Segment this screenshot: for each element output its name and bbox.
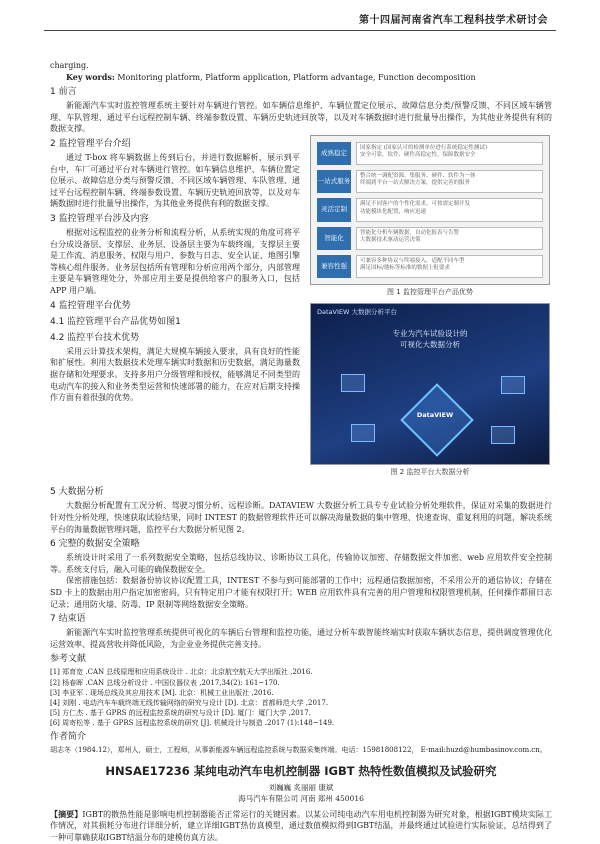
right-column xyxy=(310,135,550,483)
reference-item: [6] 周寄松等 . 基于 GPRS 远程监控系统的研究 [J]. 机械设计与制造 .2017 (1):148~149. xyxy=(50,719,335,728)
section-3-text: 根据对远程监控的业务分析和流程分析，从系统实现的角度可将平台分成设备层、支撑层、业务层、设备层主要为车载终端，支撑层主要是工作流、消息服务、权限与用户、参数与日志、安全认证、地图引擎等核心组件服务。业务层包括所有管理和分析应用两个部分，内部管理主要是车辆管理处分，外部应用主要是提供给客户的服务入口，包括 APP 用户端。 xyxy=(50,228,300,296)
figure-2-slogan-line: 可视化大数据分析 xyxy=(400,340,460,350)
figure-1-caption: 图 1 监控管理平台产品优势 xyxy=(387,288,473,297)
figure-1-row xyxy=(317,198,543,221)
abstract-label: 【摘要】 xyxy=(50,808,83,819)
section-5-title: 5 大数据分析 xyxy=(50,487,104,498)
figure-2-device-icon xyxy=(351,424,375,442)
figure-1-row xyxy=(317,142,543,165)
figure-2-device-icon xyxy=(491,426,515,444)
next-article-authors: 刘巍巍 炙丽丽 康斌 xyxy=(268,783,334,793)
page-content xyxy=(50,60,552,844)
section-1-text: 新能源汽车实时监控管理系统主要针对车辆进行管控。如车辆信息维护、车辆位置定位展示、故障信息分类/预警反馈、不同区域车辆管理、车队管理、通过平台远程控制车辆、终端参数设置、车辆历史轨迹回放等，以及对车辆数据时进行批量导出操作，为其他业务提供有利的数据支撑。 xyxy=(50,101,552,134)
two-column-block xyxy=(50,135,552,483)
section-6-text: 系统设计时采用了一系列数据安全策略，包括总线协议、诊断协议工具化，传输协议加密、存储数据文件加密、web 应用软件安全控制等。系统支付后，融入可能的确保数据安全。 xyxy=(50,553,552,574)
figure-2-caption: 图 2 监控平台大数据分析 xyxy=(390,468,470,477)
section-7-title: 7 结束语 xyxy=(50,614,86,625)
keywords-line xyxy=(50,72,552,84)
left-column xyxy=(50,135,300,483)
figure-1-row xyxy=(317,227,543,250)
header-rule xyxy=(44,30,556,31)
abstract-text: IGBT的散热性能是影响电机控制器能否正常运行的关键因素。以某公司纯电动汽车用电机控制器为研究对象，根据IGBT模块实际工作情况，对其损耗分布进行详细分析，建立详细IGBT热仿真模型，通过数值模拟得到IGBT结温，并最终通过试验进行实际验证，总结得到了一种可靠确获取IGBT结温分布的建模仿真方法。 xyxy=(50,809,552,843)
keywords-label: Key words: xyxy=(66,71,115,82)
figure-1-box xyxy=(356,255,543,278)
keywords: Monitoring platform, Platform application, Platform advantage, Function decomposition xyxy=(117,72,476,82)
figure-1-line: 国家指定 (国家认可的检测单位进行系统稳定性测试) xyxy=(360,145,488,152)
section-6-title: 6 完整的数据安全策略 xyxy=(50,539,140,550)
figure-1-box xyxy=(356,142,543,165)
section-2-title: 2 监控管理平台介绍 xyxy=(50,139,131,150)
figure-1-row xyxy=(317,170,543,193)
section-4-title: 4 监控管理平台优势 xyxy=(50,300,131,311)
next-article-title: HNSAE17236 某纯电动汽车电机控制器 IGBT 热特性数值模拟及试验研究 xyxy=(105,764,497,779)
figure-1-line: 满足不同客户的个性化需求，可按需定制开发 xyxy=(360,201,471,208)
reference-list xyxy=(50,667,552,728)
figure-1-tag: 智能化 xyxy=(317,227,351,250)
section-1-title: 1 前言 xyxy=(50,87,77,98)
reference-item: [2] 杨春晖 .CAN 总线分析设计 . 中国仪器仪表 ,2017,34(2): 161~170. xyxy=(50,678,280,687)
figure-1-line: 整合统一调配资源，集服务、硬件、软件为一体 xyxy=(360,173,476,180)
reference-item: [4] 刘刚 . 电动汽车车载终端无线传输网络的研究与设计 [D]. 北京：首都师范大学 ,2017. xyxy=(50,698,329,707)
figure-1-line: 可兼容多种协议与终端接入，适配不同车型 xyxy=(360,257,465,264)
figure-1-line: 大数据技术驱动运营决策 xyxy=(360,236,421,243)
next-article-affiliation: 海马汽车有限公司 河南 郑州 450016 xyxy=(238,794,364,803)
section-4-2-title: 4.2 监控平台技术优势 xyxy=(50,332,140,343)
figure-1-line: 智能化分析车辆数据，自动化报表与告警 xyxy=(360,229,460,236)
section-7-text: 新能源汽车实时监控管理系统提供可视化的车辆后台管理和监控功能，通过分析车载智能终端实时获取车辆状态信息，提供调度管理优化运营效率、提高营收并降低风险，为企业业务提供完善支持。 xyxy=(50,628,552,649)
figure-1-line: 安全可靠，软件、硬件高稳定性，保障数据安全 xyxy=(360,152,476,159)
section-4-1-title: 4.1 监控管理平台产品优势如图1 xyxy=(50,316,181,327)
figure-1-box xyxy=(356,227,543,250)
figure-1-box xyxy=(356,198,543,221)
figure-1-line: 满足国标/地标等标准的数据上报要求 xyxy=(360,264,450,271)
figure-2 xyxy=(310,303,550,465)
figure-2-core-label: DataVIEW xyxy=(416,411,454,420)
author-note-text: 胡志冬（1984.12），郑州人，硕士，工程师，从事新能源车辆远程监控系统与数据采集终端。电话：15981808122， E-mail:huzd@humbasinov.com.cn。 xyxy=(50,746,547,755)
section-6-text: 保密措施包括：数据备份协议协议配置工具，INTEST 不参与到可能部署的工作中；远程通信数据加密，不采用公开的通信协议；存储在 SD 卡上的数据由用户指定加密密码，只有特定用户才能有权限打开；WEB 应用软件具有完善的用户管理和权限管理机制，任何操作都留日志记录；通用防火墙、防毒、IP 限制等网络数据安全策略。 xyxy=(50,576,552,609)
section-3-title: 3 监控管理平台涉及内容 xyxy=(50,214,149,225)
figure-1-tag: 一站式服务 xyxy=(317,170,351,193)
figure-1-line: 功能模块化配置，响应迅速 xyxy=(360,208,427,215)
figure-1-tag: 灵活定制 xyxy=(317,198,351,221)
author-note-title: 作者简介 xyxy=(50,732,87,743)
running-header: 第十四届河南省汽车工程科技学术研讨会 xyxy=(359,15,548,26)
figure-1-tag: 成熟稳定 xyxy=(317,142,351,165)
reference-item: [3] 李亚军 . 现场总线及其应用技术 [M]. 北京：机械工业出版社 ,2016. xyxy=(50,688,274,697)
section-2-text: 通过 T-box 将车辆数据上传到后台，并进行数据解析，展示到平台中，车厂可通过平台对车辆进行管控。如车辆信息维护、车辆位置定位展示、故障信息分类与预警反馈、不同区域车辆管理、车队管理、通过平台远程控制车辆、终端参数设置、车辆历史轨迹回放等，以及对车辆数据时进行批量导出操作，为其他业务提供有利的数据支撑。 xyxy=(50,153,300,209)
figure-2-window-title: DataVIEW 大数据分析平台 xyxy=(317,308,397,317)
figure-1-line: 终端到平台一站式解决方案，提供完善的服务 xyxy=(360,180,471,187)
figure-1-box xyxy=(356,170,543,193)
figure-1 xyxy=(310,135,550,285)
section-4-text: 采用云计算技术架构，满足大规模车辆接入要求，具有良好的性能和扩展性。利用大数据技术处理车辆实时数据和历史数据，满足海量数据存储和处理要求。支持多用户分级管理和授权，能够满足不同类型的电动汽车的接入和业务类型运营和快速部署的能力，在应对后期支持操作方面有着很强的优势。 xyxy=(50,346,300,403)
reference-item: [5] 方仁杰 . 基于 GPRS 的远程监控系统的研究与设计 [D]. 厦门：厦门大学 ,2017. xyxy=(50,708,311,717)
reference-item: [1] 郑育宽 .CAN 总线原理和应用系统设计 . 北京：北京航空航天大学出版社 ,2016. xyxy=(50,668,313,677)
next-article-abstract xyxy=(50,809,552,844)
references-title: 参考文献 xyxy=(50,654,87,665)
section-5-text: 大数据分析配置有工况分析、驾驶习惯分析、远程诊断。DATAVIEW 大数据分析工具专专业试验分析处理软件，保证对采集的数据进行针对性分析处理，快速获取试验结果，同时 INTEST 的数据管理软件还可以解决海量数据的集中管理、快速查询、重复利用的问题，解决系统平台的海量数据管理问题，监控平台大数据分析见图 2。 xyxy=(50,501,552,534)
figure-1-tag: 兼容性强 xyxy=(317,255,351,278)
figure-2-slogan xyxy=(311,328,549,351)
continued-text: charging. xyxy=(50,61,89,70)
figure-2-device-icon xyxy=(501,376,525,394)
figure-1-row xyxy=(317,255,543,278)
figure-2-slogan-line: 专业为汽车试验设计的 xyxy=(392,329,468,339)
figure-2-device-icon xyxy=(341,374,365,392)
